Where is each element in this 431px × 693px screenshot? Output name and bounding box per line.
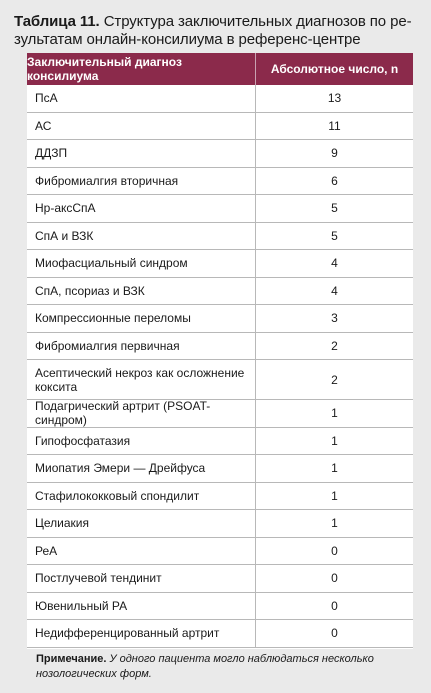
diagnosis-cell: Нр-аксСпА	[35, 201, 96, 216]
count-cell: 0	[255, 620, 413, 647]
table-row	[27, 140, 413, 168]
note-label: Примечание.	[36, 653, 107, 665]
diagnosis-cell: Асептический некроз как осложнение коксита	[35, 365, 245, 394]
count-cell: 1	[255, 428, 413, 455]
diagnosis-cell: Подагрический артрит (PSOAT-синдром)	[35, 399, 211, 428]
diagnosis-cell: Фибромиалгия вторичная	[35, 173, 179, 188]
table-body	[27, 85, 413, 648]
note-text: У одного пациента могло наблюдаться несколько нозологических форм.	[36, 653, 374, 680]
diagnosis-cell: Миофасциальный синдром	[35, 256, 188, 271]
diagnosis-cell: Ювенильный РА	[35, 598, 128, 613]
count-cell: 13	[255, 85, 413, 112]
header-diagnosis: Заключительный диагноз консилиума	[27, 55, 182, 83]
table-caption	[14, 13, 422, 49]
diagnosis-cell: Постлучевой тендинит	[35, 571, 162, 586]
caption-text: Структура заключительных диагнозов по ре-зультатам онлайн-консилиума в референс-центре	[14, 13, 412, 48]
table-row	[27, 333, 413, 361]
diagnosis-cell: ДДЗП	[35, 146, 68, 161]
count-cell: 1	[255, 455, 413, 482]
diagnosis-cell: Фибромиалгия первичная	[35, 338, 180, 353]
diagnosis-cell: Компрессионные переломы	[35, 311, 191, 326]
count-cell: 4	[255, 278, 413, 305]
diagnosis-cell: АС	[35, 118, 52, 133]
diagnosis-table	[27, 53, 413, 649]
table-row	[27, 620, 413, 648]
table-row	[27, 428, 413, 456]
table-row	[27, 593, 413, 621]
diagnosis-cell: Миопатия Эмери — Дрейфуса	[35, 461, 206, 476]
table-row	[27, 195, 413, 223]
table-row	[27, 400, 413, 428]
table-row	[27, 278, 413, 306]
table-row	[27, 305, 413, 333]
count-cell: 1	[255, 483, 413, 510]
table-row	[27, 565, 413, 593]
table-row	[27, 113, 413, 141]
table-row	[27, 250, 413, 278]
diagnosis-cell: Целиакия	[35, 516, 89, 531]
count-cell: 1	[255, 510, 413, 537]
diagnosis-cell: ПсА	[35, 91, 58, 106]
count-cell: 2	[255, 333, 413, 360]
table-row	[27, 538, 413, 566]
table-row	[27, 360, 413, 400]
table-header	[27, 53, 413, 85]
caption-label: Таблица 11.	[14, 13, 100, 30]
table-row	[27, 510, 413, 538]
table-row	[27, 223, 413, 251]
diagnosis-cell: СпА и ВЗК	[35, 228, 94, 243]
diagnosis-cell: РеА	[35, 543, 58, 558]
diagnosis-cell: Гипофосфатазия	[35, 433, 131, 448]
table-row	[27, 455, 413, 483]
count-cell: 5	[255, 195, 413, 222]
count-cell: 3	[255, 305, 413, 332]
count-cell: 0	[255, 593, 413, 620]
count-cell: 6	[255, 168, 413, 195]
count-cell: 4	[255, 250, 413, 277]
table-note	[36, 652, 416, 682]
count-cell: 1	[255, 400, 413, 427]
table-row	[27, 168, 413, 196]
count-cell: 9	[255, 140, 413, 167]
table-row	[27, 483, 413, 511]
diagnosis-cell: Стафилококковый спондилит	[35, 488, 200, 503]
count-cell: 0	[255, 565, 413, 592]
count-cell: 11	[255, 113, 413, 140]
count-cell: 2	[255, 360, 413, 399]
header-count: Абсолютное число, n	[255, 53, 413, 85]
count-cell: 5	[255, 223, 413, 250]
table-row	[27, 85, 413, 113]
diagnosis-cell: Недифференцированный артрит	[35, 626, 220, 641]
diagnosis-cell: СпА, псориаз и ВЗК	[35, 283, 145, 298]
count-cell: 0	[255, 538, 413, 565]
